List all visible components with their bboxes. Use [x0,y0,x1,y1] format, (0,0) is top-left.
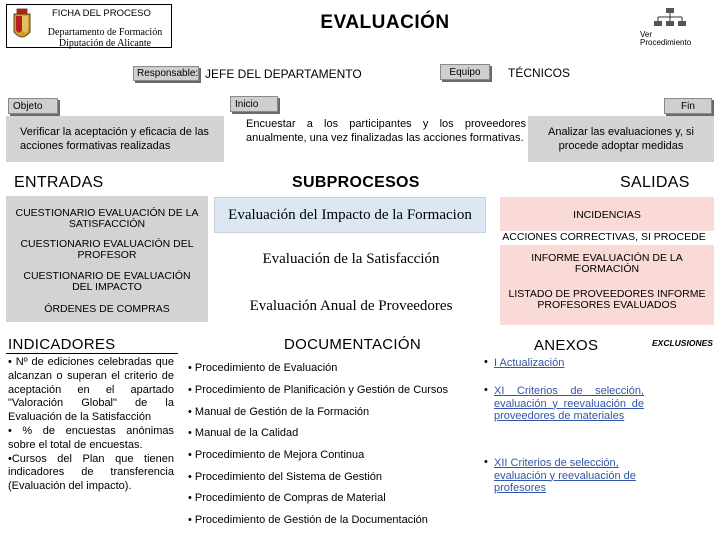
subproceso-proveedores[interactable]: Evaluación Anual de Proveedores [249,298,453,314]
indicadores-text: • Nº de ediciones celebradas que alcanzan o superan el criterio de aceptación en el apartado "Valoración Global" de la Evaluación de la Satisfacción • % de encuestas anónimas sobre el total de encuestas. •Cursos del Plan que tienen indicadores de transferencia (Evaluación del impacto). [8,356,174,493]
entradas-title: ENTRADAS [14,174,104,191]
inicio-text: Encuestar a los participantes y los proveedores anualmente, una vez finalizadas las acciones formativas. [246,118,526,144]
subproceso-impacto[interactable]: Evaluación del Impacto de la Formacion [214,197,486,233]
salida-item: INFORME EVALUACIÓN DE LA FORMACIÓN [531,252,683,275]
fin-text: Analizar las evaluaciones y, si procede adoptar medidas [548,126,694,152]
equipo-label: Equipo [440,64,490,80]
anexos-title: ANEXOS [534,337,599,354]
objeto-panel [6,116,224,162]
salida-item: LISTADO DE PROVEEDORES INFORME PROFESORES EVALUADOS [508,288,706,311]
documentacion-item: • Procedimiento del Sistema de Gestión [188,471,383,483]
anexo-bullet: • [484,356,488,368]
fin-label: Fin [664,98,712,114]
salida-item: ACCIONES CORRECTIVAS, SI PROCEDE [502,231,706,243]
subprocesos-title: SUBPROCESOS [292,174,420,191]
department-name: Departamento de Formación Diputación de Alicante [47,27,163,49]
responsable-label: Responsable: [133,66,199,81]
ficha-label: FICHA DEL PROCESO [52,8,151,19]
inicio-label: Inicio [230,96,278,112]
anexo-bullet: • [484,384,488,396]
page-title: EVALUACIÓN [320,12,450,33]
procedure-diagram-icon[interactable] [652,8,688,30]
fin-panel [528,116,714,162]
documentacion-title: DOCUMENTACIÓN [284,336,421,353]
entrada-item: ÓRDENES DE COMPRAS [44,303,170,315]
equipo-value: TÉCNICOS [508,66,571,80]
documentacion-item: • Manual de Gestión de la Formación [188,406,370,418]
indicadores-divider [6,353,178,354]
documentacion-item: • Procedimiento de Gestión de la Documentación [188,514,428,526]
objeto-label: Objeto [8,98,58,114]
entrada-item: CUESTIONARIO DE EVALUACIÓN DEL IMPACTO [23,270,191,293]
documentacion-item: • Procedimiento de Evaluación [188,362,338,374]
ver-label[interactable]: Ver [640,30,653,39]
anexo-bullet: • [484,456,488,468]
documentacion-item: • Manual de la Calidad [188,427,299,439]
exclusiones-title: EXCLUSIONES [652,338,713,348]
documentacion-item: • Procedimiento de Planificación y Gestión de Cursos [188,384,449,396]
documentacion-item: • Procedimiento de Compras de Material [188,492,386,504]
entrada-item: CUESTIONARIO EVALUACIÓN DEL PROFESOR [20,238,194,261]
subproceso-satisfaccion[interactable]: Evaluación de la Satisfacción [262,251,440,267]
procedimiento-label[interactable]: Procedimiento [640,38,692,47]
anexo-link-profesores[interactable]: XII Criterios de selección, evaluación y reevaluación de profesores [494,457,636,494]
salida-item: INCIDENCIAS [573,209,641,221]
documentacion-item: • Procedimiento de Mejora Continua [188,449,365,461]
coat-of-arms-icon [10,8,34,44]
entrada-item: CUESTIONARIO EVALUACIÓN DE LA SATISFACCIÓN [15,207,199,230]
objeto-text: Verificar la aceptación y eficacia de las acciones formativas realizadas [20,126,209,152]
anexo-link-actualizacion[interactable]: I Actualización [494,357,565,369]
indicadores-title: INDICADORES [8,336,116,353]
responsable-value: JEFE DEL DEPARTAMENTO [205,67,362,81]
salidas-title: SALIDAS [620,174,690,191]
anexo-link-proveedores[interactable]: XI Criterios de selección, evaluación y reevaluación de proveedores de materiales [494,385,644,422]
